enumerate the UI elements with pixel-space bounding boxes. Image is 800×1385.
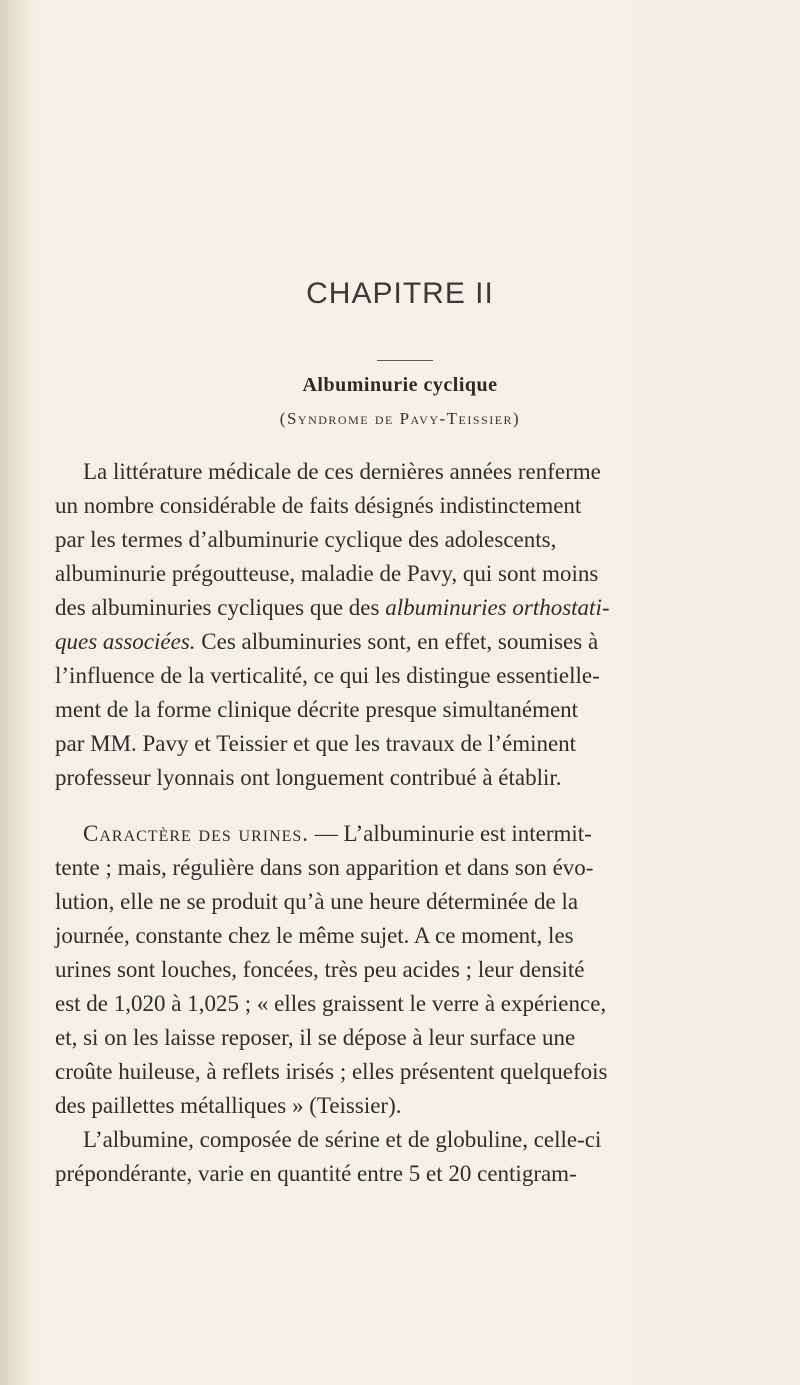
text-line bbox=[55, 628, 598, 656]
text-line: professeur lyonnais ont longuement contribué à établir. bbox=[55, 765, 562, 790]
text-line: tente ; mais, régulière dans son apparition et dans son évo- bbox=[55, 855, 594, 880]
text-line bbox=[55, 594, 610, 622]
text-line bbox=[83, 820, 592, 848]
section-subtitle: (Syndrome de Pavy-Teissier) bbox=[279, 409, 521, 428]
text-line: l’influence de la verticalité, ce qui les distingue essentielle- bbox=[55, 663, 600, 688]
italic-term: albuminuries orthostati- bbox=[385, 595, 610, 620]
text-segment: — L’albuminurie est intermit- bbox=[309, 821, 592, 846]
italic-term: ques associées. bbox=[55, 629, 196, 654]
paragraph-heading: Caractère des urines. bbox=[83, 821, 310, 846]
page-gutter-shadow bbox=[0, 0, 28, 1385]
text-line: L’albumine, composée de sérine et de globuline, celle-ci bbox=[83, 1127, 602, 1152]
text-line: ment de la forme clinique décrite presque simultanément bbox=[55, 697, 579, 722]
chapter-heading: CHAPITRE II bbox=[306, 277, 494, 310]
text-line: albuminurie prégoutteuse, maladie de Pavy, qui sont moins bbox=[55, 561, 599, 586]
text-line: prépondérante, varie en quantité entre 5 et 20 centigram- bbox=[55, 1161, 577, 1186]
text-line: par les termes d’albuminurie cyclique des adolescents, bbox=[55, 527, 557, 552]
text-line: est de 1,020 à 1,025 ; « elles graissent le verre à expérience, bbox=[55, 991, 607, 1016]
text-line: urines sont louches, foncées, très peu acides ; leur densité bbox=[55, 957, 585, 982]
text-segment: Ces albuminuries sont, en effet, soumises à bbox=[195, 629, 599, 654]
text-line: un nombre considérable de faits désignés indistinctement bbox=[55, 493, 582, 518]
text-line: par MM. Pavy et Teissier et que les travaux de l’éminent bbox=[55, 731, 577, 756]
text-segment: des albuminuries cycliques que des bbox=[55, 595, 386, 620]
heading-rule bbox=[377, 360, 433, 361]
text-line: et, si on les laisse reposer, il se dépose à leur surface une bbox=[55, 1025, 576, 1050]
text-line: La littérature médicale de ces dernières années renferme bbox=[83, 459, 601, 484]
text-line: lution, elle ne se produit qu’à une heure déterminée de la bbox=[55, 889, 579, 914]
text-line: journée, constante chez le même sujet. A ce moment, les bbox=[55, 923, 574, 948]
text-line: croûte huileuse, à reflets irisés ; elles présentent quelquefois bbox=[55, 1059, 608, 1084]
section-title: Albuminurie cyclique bbox=[302, 374, 498, 396]
text-line: des paillettes métalliques » (Teissier). bbox=[55, 1093, 402, 1118]
